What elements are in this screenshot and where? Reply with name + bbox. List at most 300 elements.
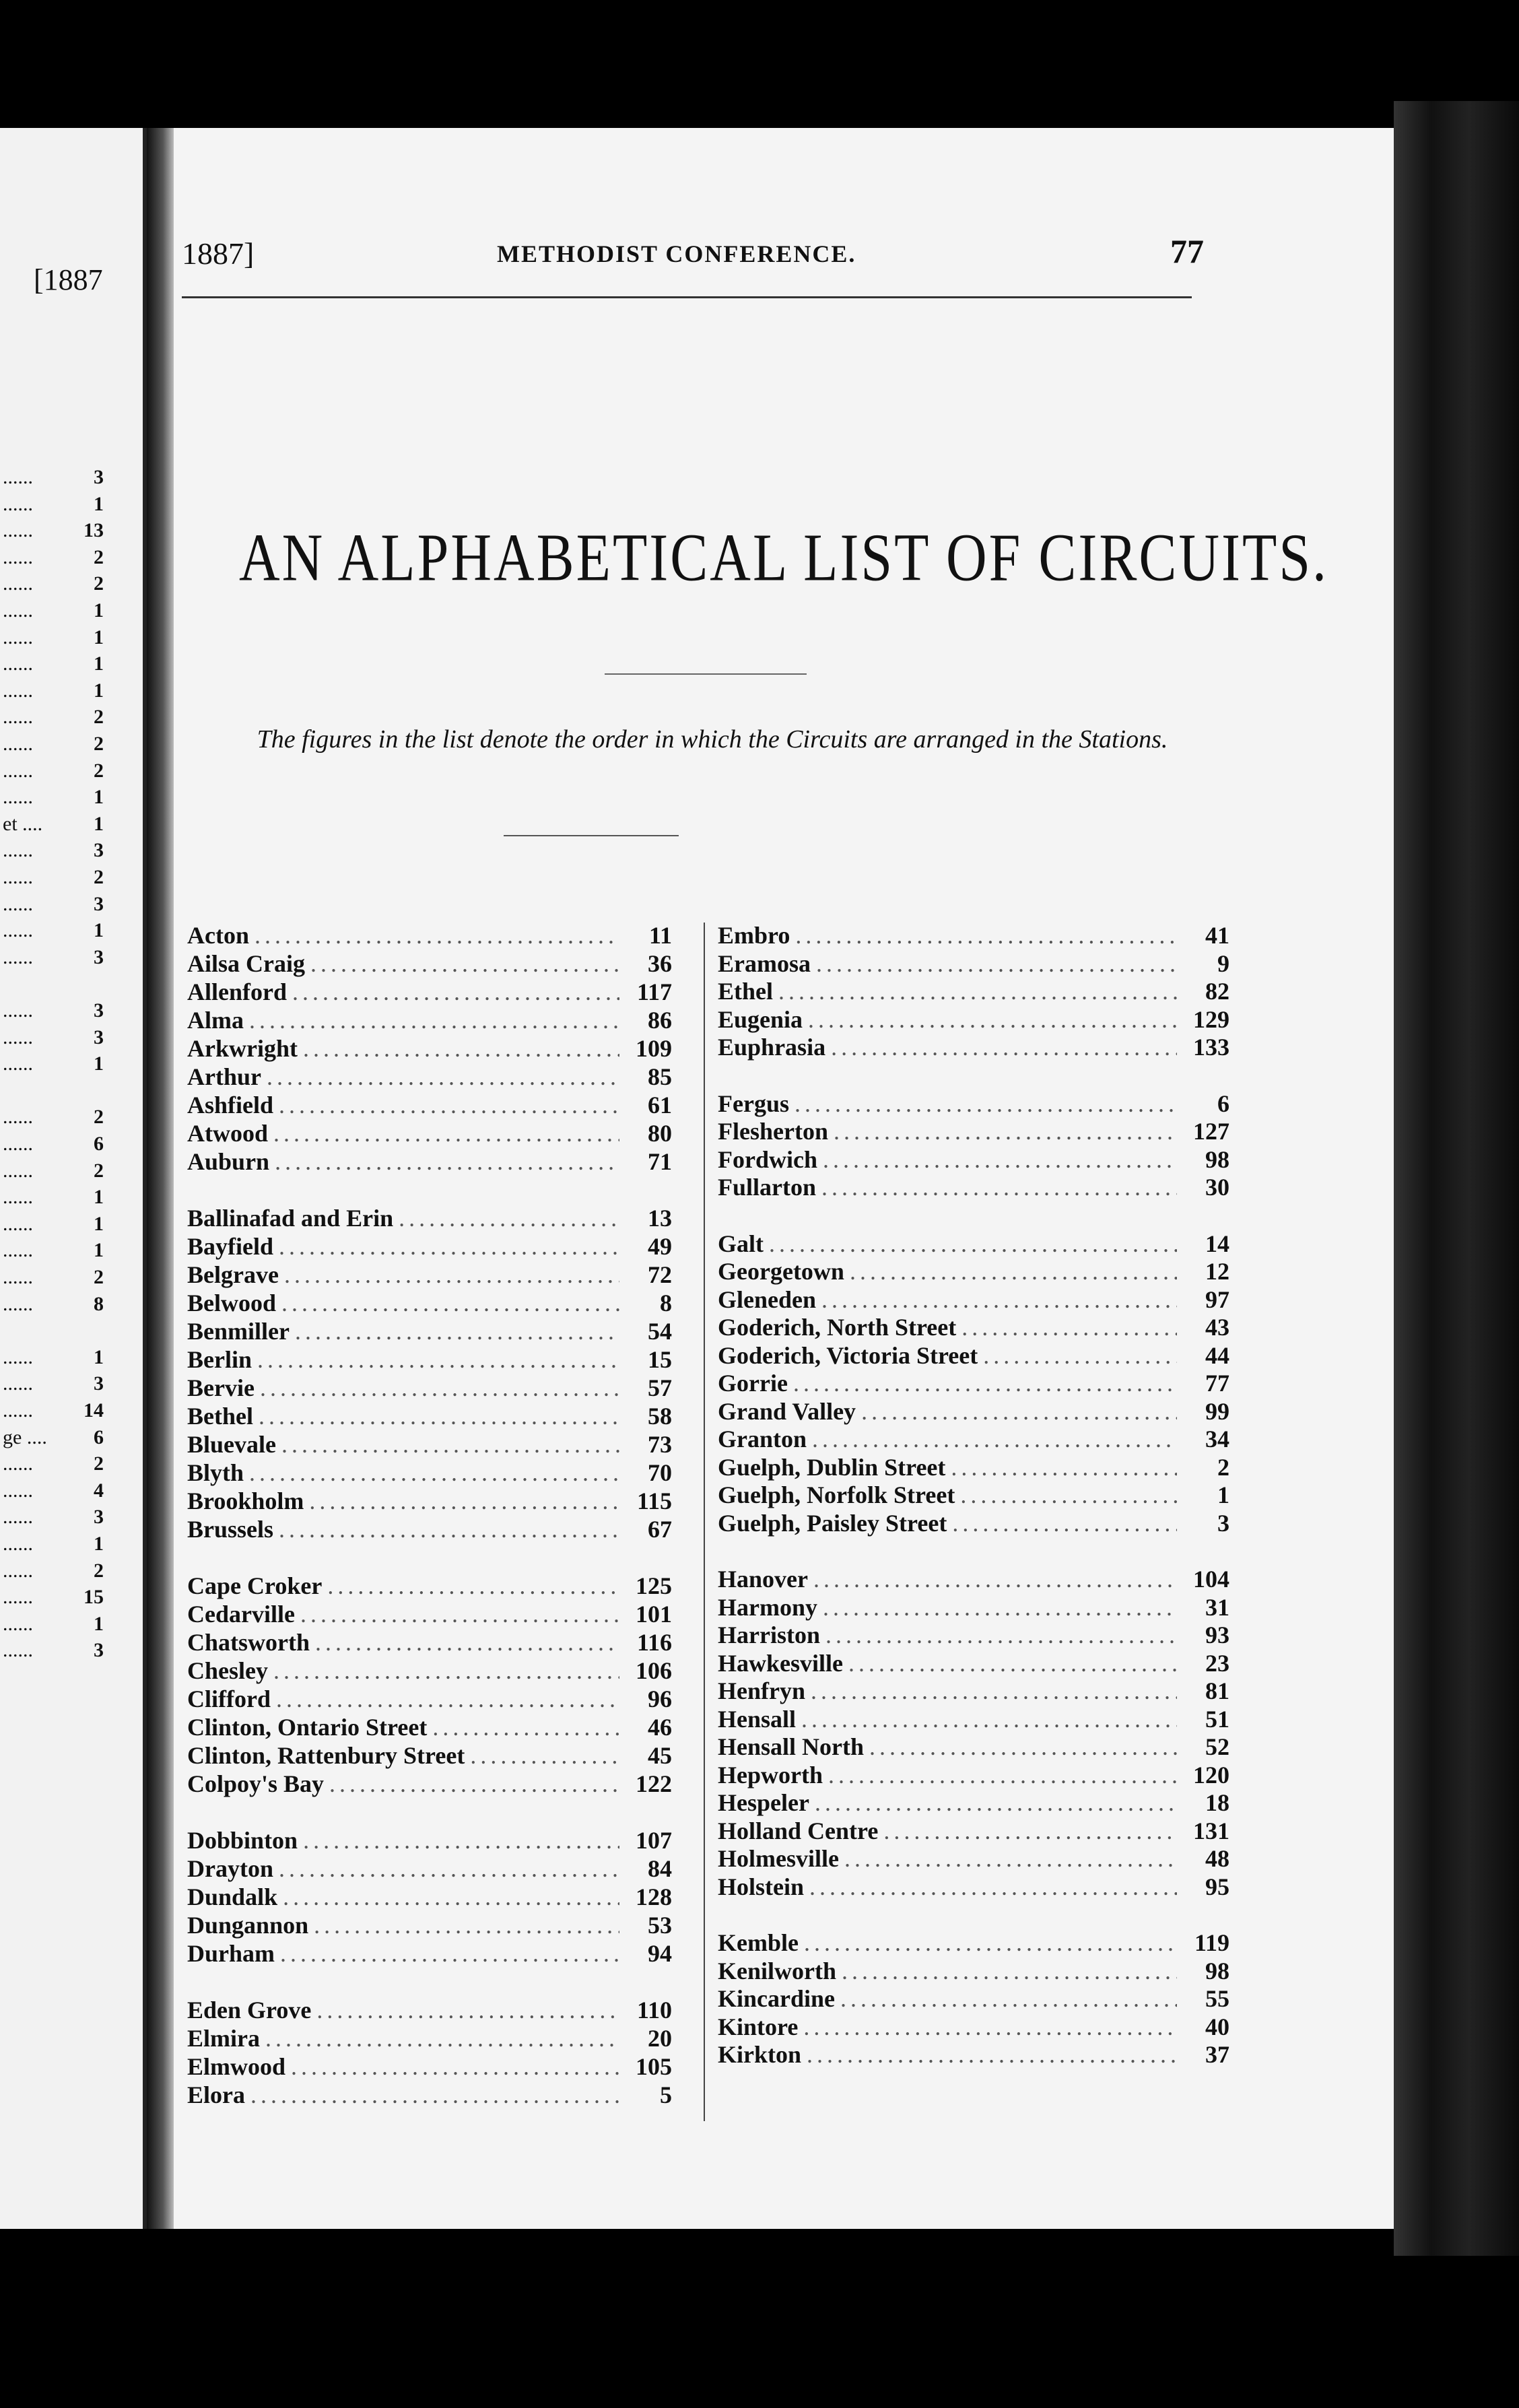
circuit-number: 51 — [1205, 1705, 1229, 1733]
facing-row-text: ...... — [3, 759, 33, 782]
facing-page-row — [0, 1211, 135, 1237]
leader-dots — [960, 1481, 1177, 1509]
circuit-number: 20 — [648, 2025, 672, 2052]
circuit-number: 30 — [1205, 1174, 1229, 1201]
leader-dots — [265, 2024, 619, 2052]
leader-dots — [834, 1117, 1177, 1145]
circuit-name: Hanover — [718, 1566, 808, 1593]
facing-row-value: 2 — [94, 1266, 104, 1288]
circuit-number: 81 — [1205, 1677, 1229, 1704]
circuit-number: 115 — [636, 1487, 672, 1514]
leader-dots — [815, 1788, 1177, 1817]
facing-page-row — [0, 758, 135, 784]
facing-page-row — [0, 545, 135, 570]
leader-dots — [300, 1600, 619, 1628]
facing-row-text: ...... — [3, 1106, 33, 1129]
facing-row-text: ...... — [3, 1372, 33, 1395]
facing-row-text: ...... — [3, 1052, 33, 1075]
leader-dots — [869, 1733, 1177, 1761]
circuit-number: 86 — [648, 1007, 672, 1034]
circuit-entry — [718, 1761, 1229, 1789]
leader-dots — [816, 949, 1177, 978]
leader-dots — [315, 1628, 619, 1657]
leader-dots — [840, 1984, 1177, 2013]
facing-row-text: ...... — [3, 1506, 33, 1529]
circuit-number: 18 — [1205, 1789, 1229, 1816]
circuit-number: 15 — [648, 1346, 672, 1373]
facing-row-value: 2 — [94, 866, 104, 888]
leader-dots — [821, 1173, 1177, 1201]
leader-dots — [275, 1147, 619, 1176]
circuit-entry — [718, 1230, 1229, 1258]
facing-page-row — [0, 1265, 135, 1290]
circuit-name: Bethel — [187, 1403, 253, 1430]
circuit-number: 43 — [1205, 1314, 1229, 1341]
leader-dots — [432, 1713, 619, 1741]
circuit-name: Allenford — [187, 978, 287, 1005]
circuit-number: 106 — [636, 1657, 672, 1684]
circuit-name: Dundalk — [187, 1883, 278, 1910]
facing-row-value: 1 — [94, 919, 104, 942]
facing-row-text: ...... — [3, 919, 33, 942]
leader-dots — [250, 2081, 619, 2109]
circuit-number: 37 — [1205, 2041, 1229, 2068]
facing-page-row — [0, 465, 135, 490]
circuit-name: Chatsworth — [187, 1629, 310, 1656]
facing-row-value: 1 — [94, 1186, 104, 1209]
facing-row-text: ge .... — [3, 1426, 47, 1448]
circuit-name: Bervie — [187, 1374, 255, 1401]
circuit-entry — [187, 1204, 672, 1232]
facing-page-row — [0, 1478, 135, 1504]
leader-dots — [769, 1230, 1177, 1258]
leader-dots — [273, 1657, 619, 1685]
circuit-number: 116 — [636, 1629, 672, 1656]
circuit-name: Elmwood — [187, 2053, 286, 2080]
circuit-entry — [187, 1741, 672, 1770]
circuit-entry — [718, 1844, 1229, 1873]
circuit-entry — [187, 1232, 672, 1261]
circuit-name: Ethel — [718, 978, 774, 1005]
leader-dots — [259, 1402, 619, 1430]
circuit-name: Brookholm — [187, 1487, 304, 1514]
circuit-entry — [187, 2024, 672, 2052]
circuit-number: 36 — [648, 950, 672, 977]
circuit-name: Belgrave — [187, 1261, 279, 1288]
circuit-entry — [718, 1341, 1229, 1370]
leader-dots — [249, 1459, 619, 1487]
leader-dots — [961, 1313, 1177, 1341]
circuit-number: 93 — [1205, 1621, 1229, 1648]
circuit-number: 119 — [1194, 1929, 1229, 1956]
circuit-number: 14 — [1205, 1230, 1229, 1257]
circuit-number: 107 — [636, 1827, 672, 1854]
circuit-number: 98 — [1205, 1145, 1229, 1173]
circuit-number: 44 — [1205, 1341, 1229, 1369]
leader-dots — [303, 1826, 619, 1854]
leader-dots — [812, 1425, 1177, 1453]
circuit-entry — [718, 1090, 1229, 1118]
circuit-number: 73 — [648, 1431, 672, 1458]
circuit-name: Dobbinton — [187, 1827, 298, 1854]
facing-row-text: ...... — [3, 572, 33, 595]
circuit-name: Galt — [718, 1230, 764, 1257]
leader-dots — [821, 1285, 1177, 1314]
circuit-entry — [718, 1929, 1229, 1957]
circuit-name: Hawkesville — [718, 1649, 843, 1677]
circuit-name: Ballinafad and Erin — [187, 1205, 394, 1232]
leader-dots — [316, 1996, 619, 2024]
circuit-number: 54 — [648, 1318, 672, 1345]
circuit-number: 5 — [660, 2081, 672, 2108]
facing-row-text: ...... — [3, 1186, 33, 1209]
facing-page-row — [0, 1238, 135, 1263]
circuit-entry — [718, 1145, 1229, 1174]
circuit-name: Benmiller — [187, 1318, 290, 1345]
facing-page-row — [0, 1611, 135, 1637]
facing-row-text: ...... — [3, 1026, 33, 1048]
facing-row-value: 6 — [94, 1426, 104, 1448]
circuit-name: Atwood — [187, 1120, 269, 1147]
circuit-name: Bayfield — [187, 1233, 274, 1260]
facing-row-text: ...... — [3, 866, 33, 888]
circuit-name: Fullarton — [718, 1174, 817, 1201]
facing-page-row — [0, 1558, 135, 1584]
circuit-name: Arkwright — [187, 1035, 298, 1062]
circuit-name: Clinton, Ontario Street — [187, 1714, 428, 1741]
facing-row-value: 1 — [94, 1345, 104, 1368]
facing-row-value: 1 — [94, 492, 104, 515]
circuit-entry — [718, 1733, 1229, 1761]
facing-row-text: ...... — [3, 1559, 33, 1582]
circuit-entry — [187, 1600, 672, 1628]
circuit-name: Colpoy's Bay — [187, 1770, 325, 1797]
facing-row-value: 14 — [83, 1399, 104, 1422]
circuit-number: 96 — [648, 1685, 672, 1712]
circuit-number: 55 — [1205, 1985, 1229, 2012]
circuit-entry — [187, 1713, 672, 1741]
facing-row-value: 1 — [94, 786, 104, 809]
circuit-number: 9 — [1217, 949, 1229, 977]
circuit-number: 127 — [1193, 1118, 1229, 1145]
book-page — [174, 128, 1394, 2229]
facing-row-value: 1 — [94, 653, 104, 675]
leader-dots — [279, 1854, 619, 1883]
leader-dots — [825, 1621, 1177, 1649]
leader-dots — [808, 1005, 1177, 1034]
circuit-number: 94 — [648, 1940, 672, 1967]
circuit-entry — [718, 1481, 1229, 1509]
facing-row-value: 3 — [94, 945, 104, 968]
circuit-name: Cape Croker — [187, 1572, 323, 1599]
circuit-name: Embro — [718, 922, 790, 949]
circuit-entry — [187, 1374, 672, 1402]
circuit-number: 101 — [636, 1601, 672, 1628]
facing-row-text: ...... — [3, 1479, 33, 1502]
circuit-number: 131 — [1193, 1817, 1229, 1844]
leader-dots — [804, 1929, 1177, 1957]
circuit-name: Gleneden — [718, 1285, 817, 1313]
circuit-number: 12 — [1205, 1258, 1229, 1285]
header-title: METHODIST CONFERENCE. — [497, 240, 856, 267]
circuit-entry — [187, 1289, 672, 1317]
leader-dots — [284, 1261, 619, 1289]
facing-page-row — [0, 1398, 135, 1424]
title-rule — [605, 673, 807, 675]
facing-row-text: ...... — [3, 1586, 33, 1609]
facing-row-value: 2 — [94, 706, 104, 729]
leader-dots — [329, 1770, 619, 1798]
facing-row-value: 1 — [94, 626, 104, 648]
circuit-entry — [718, 1705, 1229, 1733]
facing-row-text: ...... — [3, 706, 33, 729]
facing-row-text: ...... — [3, 892, 33, 915]
facing-page-row — [0, 1078, 135, 1104]
circuit-name: Kenilworth — [718, 1957, 836, 1984]
facing-page-row — [0, 1318, 135, 1343]
circuit-number: 11 — [648, 922, 672, 949]
circuit-name: Fergus — [718, 1090, 789, 1117]
circuit-entry — [718, 2013, 1229, 2041]
circuit-name: Eden Grove — [187, 1997, 312, 2024]
leader-dots — [314, 1911, 619, 1939]
facing-page-row — [0, 598, 135, 624]
circuit-number: 23 — [1205, 1649, 1229, 1677]
facing-page-row — [0, 518, 135, 543]
facing-row-value: 2 — [94, 1159, 104, 1182]
circuit-name: Fordwich — [718, 1145, 817, 1173]
facing-page-row — [0, 1425, 135, 1450]
leader-dots — [778, 977, 1177, 1005]
circuit-entry — [718, 1397, 1229, 1426]
circuit-number: 95 — [1205, 1873, 1229, 1900]
facing-page-row — [0, 651, 135, 677]
circuit-name: Guelph, Paisley Street — [718, 1509, 947, 1537]
circuit-name: Bluevale — [187, 1431, 276, 1458]
circuit-number: 72 — [648, 1261, 672, 1288]
facing-page-row — [0, 784, 135, 810]
intro-rule — [504, 835, 679, 836]
circuit-name: Holland Centre — [718, 1817, 879, 1844]
circuit-number: 58 — [648, 1403, 672, 1430]
circuit-entry — [718, 949, 1229, 978]
facing-row-value: 3 — [94, 1372, 104, 1395]
circuit-entry — [187, 1345, 672, 1374]
circuit-number: 46 — [648, 1714, 672, 1741]
facing-row-text: et .... — [3, 812, 43, 835]
circuit-number: 70 — [648, 1459, 672, 1486]
leader-dots — [793, 1369, 1177, 1397]
facing-row-text: ...... — [3, 492, 33, 515]
circuit-entry — [718, 1033, 1229, 1061]
facing-row-text: ...... — [3, 786, 33, 809]
facing-row-value: 1 — [94, 1239, 104, 1262]
circuit-name: Grand Valley — [718, 1397, 856, 1425]
facing-row-value: 1 — [94, 1533, 104, 1555]
facing-row-text: ...... — [3, 1639, 33, 1662]
circuit-name: Hepworth — [718, 1761, 823, 1788]
circuit-entry — [718, 1649, 1229, 1677]
leader-dots — [309, 1487, 619, 1515]
circuit-number: 98 — [1205, 1957, 1229, 1984]
facing-page-row — [0, 678, 135, 704]
facing-row-text: ...... — [3, 1212, 33, 1235]
circuit-name: Drayton — [187, 1855, 273, 1882]
facing-page-row — [0, 1504, 135, 1530]
circuit-name: Ashfield — [187, 1092, 274, 1118]
circuit-number: 85 — [648, 1063, 672, 1090]
facing-page-row — [0, 1131, 135, 1157]
circuit-name: Kemble — [718, 1929, 799, 1956]
facing-page-row — [0, 971, 135, 997]
circuit-entry — [718, 1677, 1229, 1705]
circuit-name: Harriston — [718, 1621, 820, 1648]
circuit-entry — [187, 1317, 672, 1345]
facing-row-value: 1 — [94, 1212, 104, 1235]
leader-dots — [255, 921, 619, 949]
facing-row-text: ...... — [3, 1452, 33, 1475]
circuit-entry — [187, 1147, 672, 1176]
facing-page-row — [0, 998, 135, 1024]
circuit-number: 57 — [648, 1374, 672, 1401]
facing-row-text: ...... — [3, 519, 33, 542]
leader-dots — [295, 1317, 619, 1345]
leader-dots — [267, 1063, 619, 1091]
circuit-entry — [187, 1515, 672, 1543]
facing-page-row — [0, 1584, 135, 1610]
circuit-number: 52 — [1205, 1733, 1229, 1760]
circuit-entry — [187, 1939, 672, 1968]
facing-page-row — [0, 1371, 135, 1397]
facing-page-row — [0, 1451, 135, 1477]
header-year: 1887] — [182, 236, 255, 271]
leader-dots — [249, 1006, 619, 1034]
circuit-entry — [187, 1034, 672, 1063]
circuit-name: Cedarville — [187, 1601, 295, 1628]
circuit-number: 13 — [648, 1205, 672, 1232]
circuit-number: 82 — [1205, 978, 1229, 1005]
circuit-number: 48 — [1205, 1845, 1229, 1872]
facing-row-text: ...... — [3, 1345, 33, 1368]
facing-row-text: ...... — [3, 839, 33, 862]
facing-page-row — [0, 1638, 135, 1663]
circuit-entry — [718, 1817, 1229, 1845]
circuit-entry — [718, 1257, 1229, 1285]
circuit-number: 77 — [1205, 1370, 1229, 1397]
page-number: 77 — [1170, 232, 1204, 270]
facing-row-value: 2 — [94, 1559, 104, 1582]
leader-dots — [399, 1204, 619, 1232]
circuit-entry — [718, 1313, 1229, 1341]
circuit-entry — [718, 1957, 1229, 1985]
leader-dots — [283, 1883, 619, 1911]
facing-page-row — [0, 1051, 135, 1077]
leader-dots — [811, 1677, 1177, 1705]
circuit-name: Kirkton — [718, 2041, 802, 2068]
circuit-name: Berlin — [187, 1346, 252, 1373]
circuit-number: 1 — [1217, 1481, 1229, 1508]
facing-page-header: [1887 — [34, 263, 103, 296]
facing-row-text: ...... — [3, 1133, 33, 1155]
circuit-number: 122 — [636, 1770, 672, 1797]
book-gutter — [147, 128, 174, 2229]
circuit-name: Blyth — [187, 1459, 244, 1486]
page-title: AN ALPHABETICAL LIST OF CIRCUITS. — [238, 520, 1329, 596]
circuit-entry — [718, 1593, 1229, 1621]
leader-dots — [850, 1257, 1177, 1285]
facing-row-value: 2 — [94, 1106, 104, 1129]
facing-row-value: 2 — [94, 572, 104, 595]
circuit-name: Granton — [718, 1426, 807, 1452]
leader-dots — [273, 1119, 619, 1147]
circuit-name: Goderich, Victoria Street — [718, 1341, 978, 1369]
facing-page-row — [0, 492, 135, 517]
circuit-name: Kincardine — [718, 1985, 836, 2012]
circuit-number: 34 — [1205, 1426, 1229, 1452]
circuit-name: Clinton, Rattenbury Street — [187, 1742, 465, 1769]
leader-dots — [952, 1509, 1177, 1537]
circuit-name: Elora — [187, 2081, 245, 2108]
circuit-entry — [187, 1487, 672, 1515]
circuit-name: Auburn — [187, 1148, 270, 1175]
facing-row-value: 2 — [94, 759, 104, 782]
facing-row-value: 3 — [94, 1639, 104, 1662]
circuit-name: Brussels — [187, 1516, 274, 1543]
leader-dots — [848, 1649, 1177, 1677]
circuit-name: Alma — [187, 1007, 244, 1034]
leader-dots — [983, 1341, 1177, 1370]
circuit-name: Eugenia — [718, 1005, 803, 1033]
facing-row-value: 3 — [94, 466, 104, 488]
circuit-entry — [187, 978, 672, 1006]
leader-dots — [292, 978, 619, 1006]
circuit-entry — [718, 1369, 1229, 1397]
circuit-name: Acton — [187, 922, 249, 949]
circuit-entry — [718, 1005, 1229, 1034]
circuit-number: 2 — [1217, 1453, 1229, 1481]
facing-row-text: ...... — [3, 1399, 33, 1422]
facing-page-row — [0, 625, 135, 650]
facing-page-row — [0, 1158, 135, 1184]
facing-row-text: ...... — [3, 1292, 33, 1315]
facing-page-row — [0, 945, 135, 970]
facing-row-value: 3 — [94, 1506, 104, 1529]
facing-row-text: ...... — [3, 1266, 33, 1288]
circuit-number: 41 — [1205, 922, 1229, 949]
facing-row-value: 1 — [94, 599, 104, 622]
circuit-name: Guelph, Norfolk Street — [718, 1481, 955, 1508]
leader-dots — [828, 1761, 1177, 1789]
leader-dots — [831, 1033, 1177, 1061]
leader-dots — [883, 1817, 1177, 1845]
leader-dots — [801, 1705, 1177, 1733]
facing-row-text: ...... — [3, 999, 33, 1022]
circuit-entry — [187, 1883, 672, 1911]
leader-dots — [823, 1145, 1177, 1174]
facing-row-value: 13 — [83, 519, 104, 542]
circuit-name: Flesherton — [718, 1118, 828, 1145]
circuit-name: Holmesville — [718, 1845, 839, 1872]
circuit-number: 133 — [1193, 1034, 1229, 1061]
circuit-number: 8 — [660, 1290, 672, 1316]
circuit-entry — [187, 1657, 672, 1685]
facing-row-value: 15 — [83, 1586, 104, 1609]
facing-row-text: ...... — [3, 626, 33, 648]
circuit-number: 120 — [1193, 1761, 1229, 1788]
circuit-number: 109 — [636, 1035, 672, 1062]
circuit-name: Kintore — [718, 2013, 799, 2040]
facing-row-value: 3 — [94, 1026, 104, 1048]
